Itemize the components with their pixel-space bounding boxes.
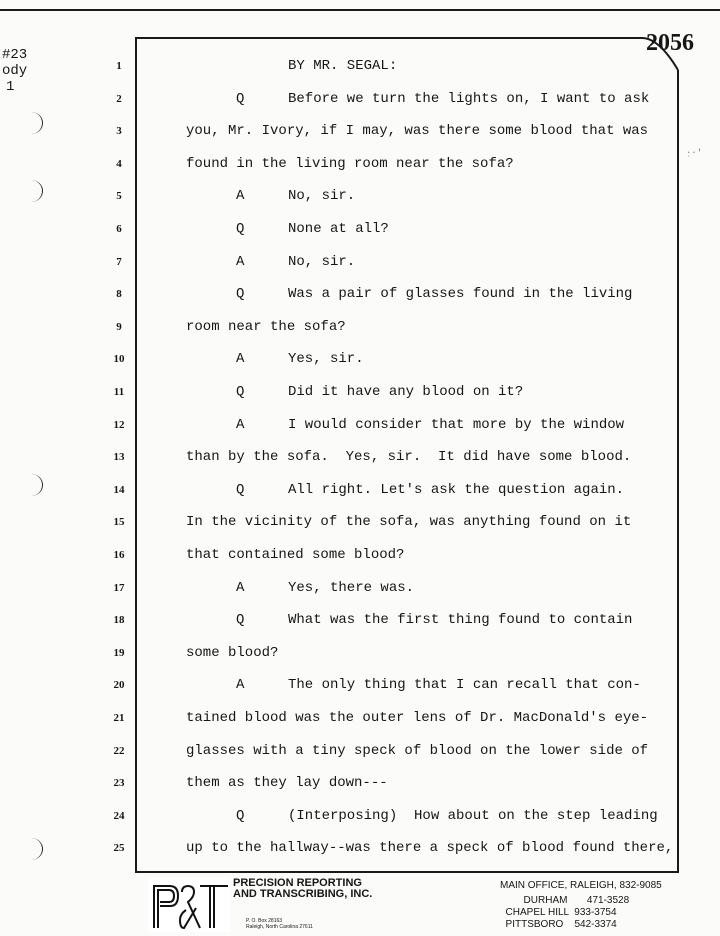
transcript-text: Before we turn the lights on, I want to ask [288,91,650,107]
page-frame-top [135,37,643,39]
margin-note-line: ody [2,63,28,79]
line-number: 14 [113,484,125,496]
binder-hole-mark [20,112,43,134]
scan-speck: ·̣·' [686,148,703,158]
line-number: 2 [116,93,122,105]
line-number: 5 [116,190,122,202]
office-line: DURHAM 471-3528 [518,895,630,906]
speaker-label: Q [236,808,245,824]
transcript-text: up to the hallway--was there a speck of blood found there, [186,840,674,856]
line-number: 22 [113,745,125,757]
transcript-text: BY MR. SEGAL: [288,58,398,74]
line-number: 17 [113,582,125,594]
transcript-text: you, Mr. Ivory, if I may, was there some blood that was [186,123,649,139]
office-line: CHAPEL HILL 933-3754 [500,907,617,918]
line-number: 21 [113,712,125,724]
line-number: 4 [116,158,122,170]
line-number: 19 [113,647,125,659]
firm-name [233,878,372,900]
line-number: 18 [113,614,125,626]
binder-hole-mark [20,180,43,202]
transcript-text: Did it have any blood on it? [288,384,524,400]
speaker-label: A [236,351,245,367]
line-number: 8 [116,288,122,300]
top-rule [0,9,720,11]
transcript-text: them as they lay down--- [186,775,388,791]
line-number: 23 [113,777,125,789]
transcript-text: In the vicinity of the sofa, was anything found on it [186,514,632,530]
line-number: 24 [113,810,125,822]
transcript-text: What was the first thing found to contain [288,612,633,628]
speaker-label: Q [236,221,245,237]
binder-hole-mark [20,474,43,496]
transcript-text: Yes, there was. [288,580,415,596]
line-number: 25 [113,842,125,854]
firm-name-line: AND TRANSCRIBING, INC. [233,888,373,900]
line-number: 13 [113,451,125,463]
company-logo [148,878,230,932]
speaker-label: Q [236,482,245,498]
speaker-label: Q [236,384,245,400]
speaker-label: Q [236,286,245,302]
transcript-text: room near the sofa? [186,319,346,335]
line-number: 7 [116,256,122,268]
line-number: 6 [116,223,122,235]
transcript-text: I would consider that more by the window [288,417,625,433]
page-number: 2056 [646,30,694,56]
transcript-text: Was a pair of glasses found in the living [288,286,633,302]
transcript-text: No, sir. [288,188,356,204]
transcript-text: glasses with a tiny speck of blood on the lower side of [186,743,649,759]
speaker-label: A [236,677,245,693]
line-number: 16 [113,549,125,561]
transcript-text: than by the sofa. Yes, sir. It did have some blood. [186,449,632,465]
transcript-text: The only thing that I can recall that con- [288,677,641,693]
firm-name-line: PRECISION REPORTING [233,877,362,889]
speaker-label: A [236,417,245,433]
speaker-label: A [236,188,245,204]
speaker-label: A [236,254,245,270]
line-number: 9 [116,321,122,333]
transcript-text: (Interposing) How about on the step leading [288,808,658,824]
speaker-label: A [236,580,245,596]
office-line: MAIN OFFICE, RALEIGH, 832-9085 [500,880,662,891]
line-number: 3 [116,125,122,137]
margin-note-line: #23 [2,47,28,63]
transcript-text: that contained some blood? [186,547,405,563]
line-number: 11 [113,386,125,398]
transcript-text: some blood? [186,645,279,661]
line-number: 1 [116,60,122,72]
city-state: Raleigh, North Carolina 27611 [246,924,313,930]
page-frame-left [135,37,137,873]
firm-address [246,918,313,930]
transcript-text: None at all? [288,221,389,237]
line-number: 12 [113,419,125,431]
line-number: 15 [113,516,125,528]
binder-hole-mark [20,838,43,860]
transcript-text: No, sir. [288,254,356,270]
line-number: 20 [113,679,125,691]
page-frame-right [677,70,679,873]
line-number: 10 [113,353,125,365]
transcript-text: tained blood was the outer lens of Dr. MacDonald's eye- [186,710,649,726]
transcript-text: found in the living room near the sofa? [186,156,514,172]
po-box: P. O. Box 28163 [246,918,283,924]
transcript-text: Yes, sir. [288,351,364,367]
speaker-label: Q [236,91,245,107]
office-line: PITTSBORO 542-3374 [500,919,617,930]
speaker-label: Q [236,612,245,628]
margin-note-line: 1 [6,79,15,95]
page-frame-bottom [135,871,679,873]
transcript-text: All right. Let's ask the question again. [288,482,625,498]
